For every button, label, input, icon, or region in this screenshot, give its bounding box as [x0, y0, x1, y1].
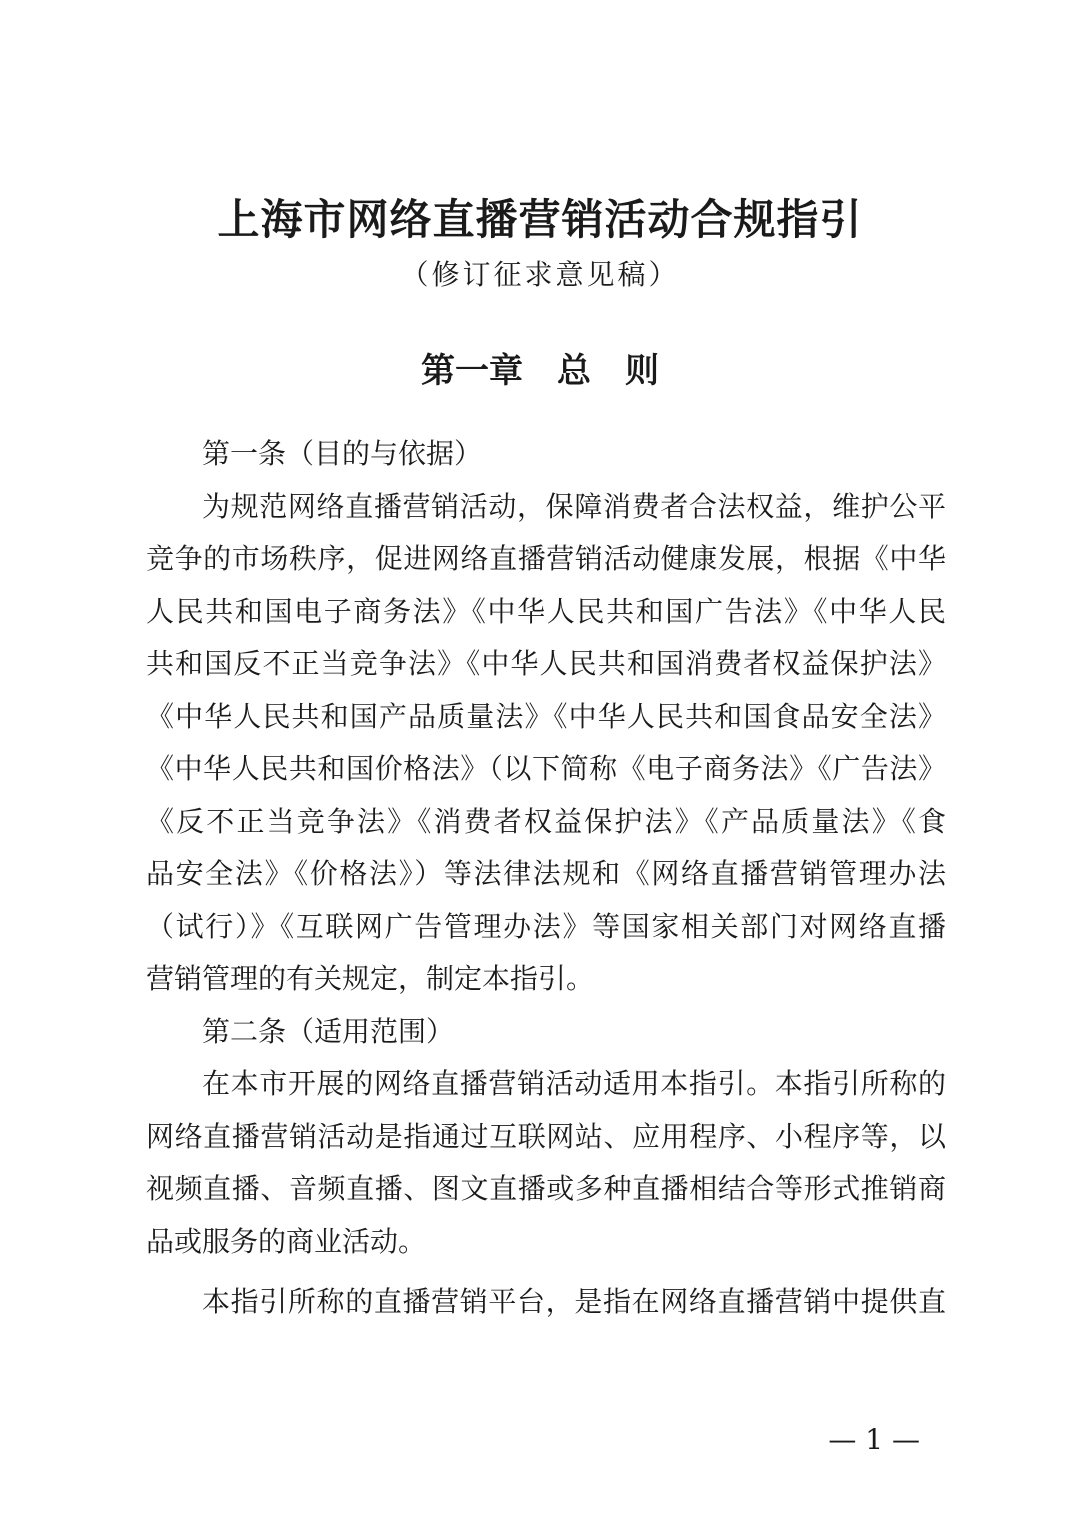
- paragraph-line: 《中华人民共和国价格法》（以下简称《电子商务法》《广告法》: [146, 752, 946, 785]
- article-2-heading: 第二条（适用范围）: [202, 1014, 455, 1048]
- paragraph-line: 竞争的市场秩序，促进网络直播营销活动健康发展，根据《中华: [146, 542, 946, 575]
- paragraph-line: 《反不正当竞争法》《消费者权益保护法》《产品质量法》《食: [146, 804, 946, 838]
- paragraph-line: 视频直播、音频直播、图文直播或多种直播相结合等形式推销商: [146, 1172, 946, 1205]
- paragraph-line: （试行）》《互联网广告管理办法》等国家相关部门对网络直播: [146, 909, 946, 943]
- paragraph-line: 网络直播营销活动是指通过互联网站、应用程序、小程序等，以: [146, 1119, 946, 1153]
- paragraph-line: 品安全法》《价格法》）等法律法规和《网络直播营销管理办法: [146, 857, 946, 890]
- article-1-heading: 第一条（目的与依据）: [202, 437, 483, 470]
- paragraph-line: 本指引所称的直播营销平台，是指在网络直播营销中提供直: [202, 1285, 946, 1318]
- paragraph-line: 品或服务的商业活动。: [146, 1224, 427, 1258]
- paragraph-line: 营销管理的有关规定，制定本指引。: [146, 962, 595, 995]
- paragraph-line: 人民共和国电子商务法》《中华人民共和国广告法》《中华人民: [146, 594, 946, 628]
- paragraph-line: 为规范网络直播营销活动，保障消费者合法权益，维护公平: [202, 489, 946, 523]
- chapter-heading: 第一章 总 则: [421, 351, 659, 391]
- page-number: — 1 —: [828, 1423, 920, 1456]
- document-subtitle: （修订征求意见稿）: [400, 258, 680, 291]
- document-title: 上海市网络直播营销活动合规指引: [217, 195, 863, 244]
- paragraph-line: 在本市开展的网络直播营销活动适用本指引。本指引所称的: [202, 1067, 946, 1100]
- paragraph-line: 《中华人民共和国产品质量法》《中华人民共和国食品安全法》: [146, 699, 946, 733]
- document-body: [146, 428, 946, 1329]
- paragraph-line: 共和国反不正当竞争法》《中华人民共和国消费者权益保护法》: [146, 647, 946, 680]
